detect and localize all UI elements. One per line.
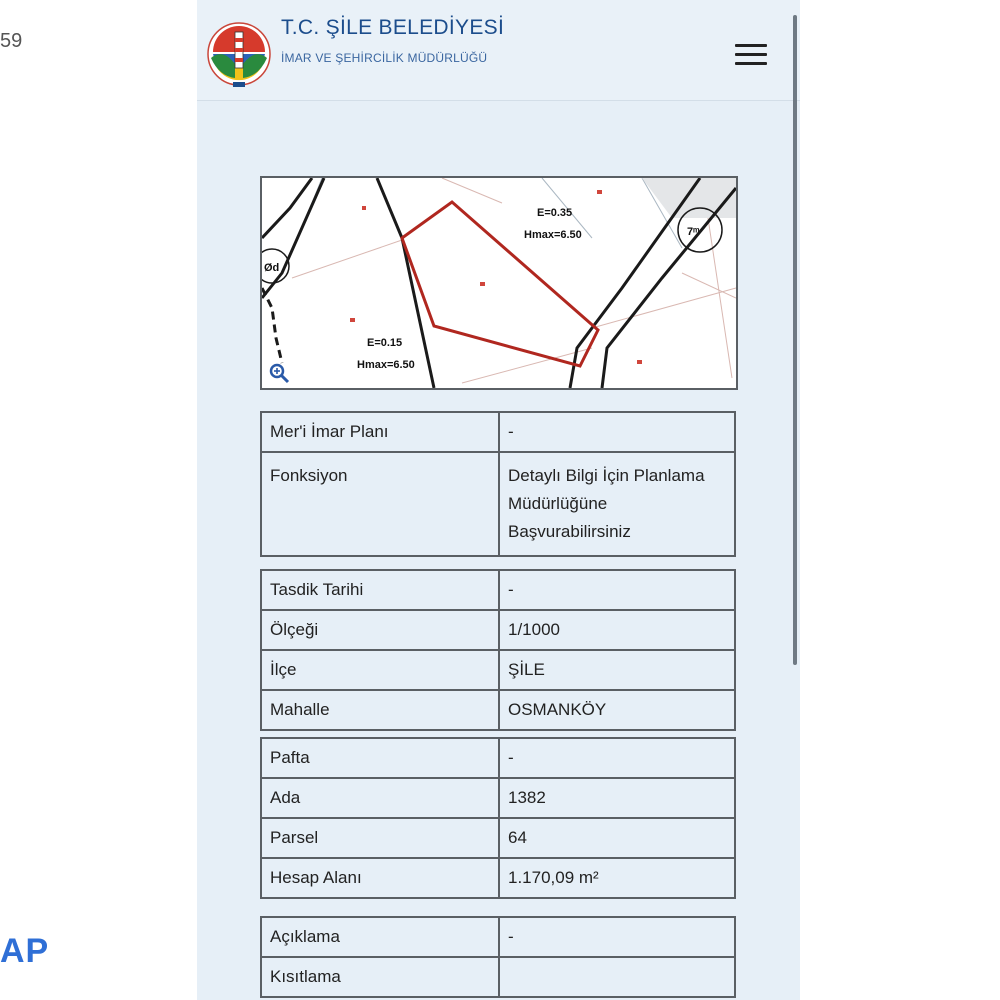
table-row xyxy=(261,738,735,778)
approval-date-value: - xyxy=(499,570,735,610)
approval-date-label: Tasdik Tarihi xyxy=(261,570,499,610)
block-value: 1382 xyxy=(499,778,735,818)
table-row xyxy=(261,778,735,818)
table-row xyxy=(261,957,735,997)
corner-watermark-logo: AP xyxy=(0,932,50,970)
table-row xyxy=(261,412,735,452)
hamburger-menu-icon[interactable] xyxy=(735,44,767,68)
table-row xyxy=(261,570,735,610)
mobile-page xyxy=(197,0,800,1000)
table-row xyxy=(261,818,735,858)
municipality-seal-icon[interactable] xyxy=(205,18,273,90)
area-value: 1.170,09 m² xyxy=(499,858,735,898)
site-title: T.C. ŞİLE BELEDİYESİ xyxy=(281,16,505,39)
scale-value: 1/1000 xyxy=(499,610,735,650)
parcel-value: 64 xyxy=(499,818,735,858)
sheet-label: Pafta xyxy=(261,738,499,778)
notes-info-table xyxy=(260,916,736,998)
neighborhood-label: Mahalle xyxy=(261,690,499,730)
site-header xyxy=(197,0,800,101)
corner-time-fragment: 59 xyxy=(0,30,23,52)
restriction-value xyxy=(499,957,735,997)
table-row xyxy=(261,650,735,690)
map-label-e-south: E=0.15 xyxy=(367,337,403,349)
map-label-e-north: E=0.35 xyxy=(537,207,573,219)
table-row xyxy=(261,858,735,898)
function-label: Fonksiyon xyxy=(261,452,499,556)
parcel-map[interactable] xyxy=(260,176,738,390)
block-label: Ada xyxy=(261,778,499,818)
scale-label: Ölçeği xyxy=(261,610,499,650)
plan-info-table xyxy=(260,411,736,557)
parcel-map-drawing xyxy=(262,178,736,388)
map-label-circle-left: Ød xyxy=(264,262,280,274)
district-value: ŞİLE xyxy=(499,650,735,690)
map-label-hmax-north: Hmax=6.50 xyxy=(524,229,582,241)
magnifier-zoom-icon[interactable] xyxy=(268,362,290,384)
parcel-info-table xyxy=(260,737,736,899)
area-label: Hesap Alanı xyxy=(261,858,499,898)
sheet-value: - xyxy=(499,738,735,778)
district-label: İlçe xyxy=(261,650,499,690)
site-subtitle: İMAR VE ŞEHİRCİLİK MÜDÜRLÜĞÜ xyxy=(281,51,488,65)
plan-label: Mer'i İmar Planı xyxy=(261,412,499,452)
page-scrollbar[interactable] xyxy=(793,15,797,665)
neighborhood-value: OSMANKÖY xyxy=(499,690,735,730)
parcel-label: Parsel xyxy=(261,818,499,858)
location-info-table xyxy=(260,569,736,731)
table-row xyxy=(261,690,735,730)
map-label-circle-right: 7ᵐ xyxy=(687,226,700,238)
table-row xyxy=(261,452,735,556)
description-label: Açıklama xyxy=(261,917,499,957)
plan-value: - xyxy=(499,412,735,452)
map-label-hmax-south: Hmax=6.50 xyxy=(357,359,415,371)
table-row xyxy=(261,917,735,957)
description-value: - xyxy=(499,917,735,957)
function-value: Detaylı Bilgi İçin Planlama Müdürlüğüne Başvurabilirsiniz xyxy=(499,452,735,556)
restriction-label: Kısıtlama xyxy=(261,957,499,997)
table-row xyxy=(261,610,735,650)
